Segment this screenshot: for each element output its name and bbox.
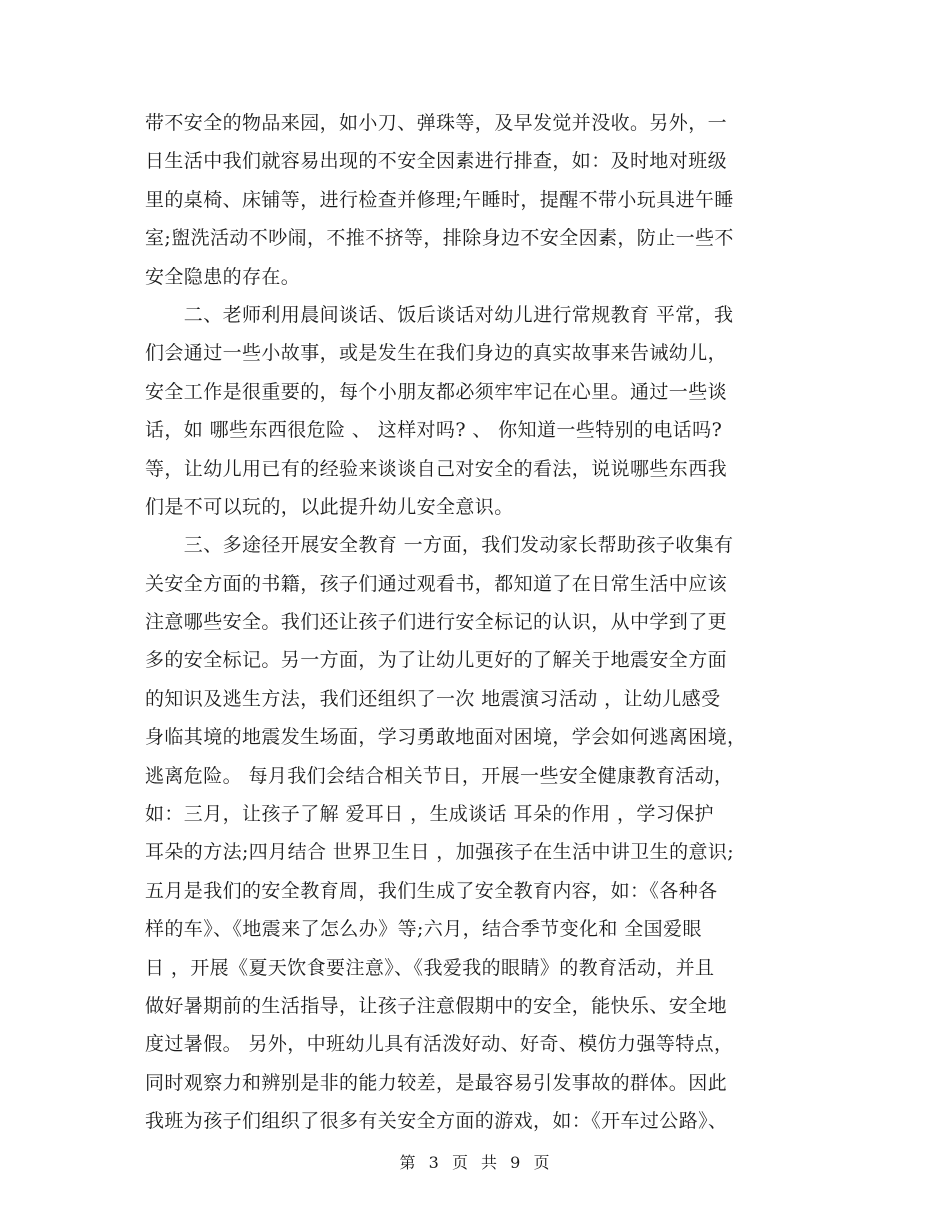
text-line: 们是不可以玩的，以此提升幼儿安全意识。	[145, 495, 514, 518]
text-line: 关安全方面的书籍，孩子们通过观看书，都知道了在日常生活中应该	[145, 572, 728, 595]
text-line: 样的车》、《地震来了怎么办》等;六月，结合季节变化和 全国爱眼	[145, 918, 702, 941]
page-prefix: 第	[399, 1153, 417, 1172]
text-line: 三、多途径开展安全教育 一方面，我们发动家长帮助孩子收集有	[145, 534, 734, 557]
text-line: 带不安全的物品来园，如小刀、弹珠等，及早发觉并没收。另外，一	[145, 112, 728, 134]
text-line: 安全工作是很重要的，每个小朋友都必须牢牢记在心里。通过一些谈	[145, 380, 728, 403]
text-line: 日生活中我们就容易出现的不安全因素进行排查，如：及时地对班级	[145, 150, 728, 173]
document-body	[145, 104, 815, 1141]
text-line: 度过暑假。 另外，中班幼儿具有活泼好动、好奇、模仿力强等特点，	[145, 1033, 734, 1056]
text-line: 二、老师利用晨间谈话、饭后谈话对幼儿进行常规教育 平常，我	[145, 303, 734, 326]
text-line: 五月是我们的安全教育周，我们生成了安全教育内容，如：《各种各	[145, 879, 718, 902]
page-number: 3	[428, 1153, 440, 1172]
text-line: 逃离危险。 每月我们会结合相关节日，开展一些安全健康教育活动，	[145, 764, 734, 787]
text-line: 同时观察力和辨别是非的能力较差，是最容易引发事故的群体。因此	[145, 1071, 728, 1094]
total-pages: 9	[510, 1153, 522, 1172]
text-line: 多的安全标记。另一方面，为了让幼儿更好的了解关于地震安全方面	[145, 649, 728, 672]
total-prefix: 共	[481, 1153, 499, 1172]
text-line: 如：三月，让孩子了解 爱耳日 ，生成谈话 耳朵的作用 ，学习保护	[145, 803, 714, 826]
text-line: 做好暑期前的生活指导，让孩子注意假期中的安全，能快乐、安全地	[145, 994, 728, 1017]
total-unit: 页	[533, 1153, 551, 1172]
page-footer	[0, 1150, 950, 1173]
text-line: 等，让幼儿用已有的经验来谈谈自己对安全的看法，说说哪些东西我	[145, 457, 728, 480]
text-line: 安全隐患的存在。	[145, 265, 301, 288]
text-line: 们会通过一些小故事，或是发生在我们身边的真实故事来告诫幼儿，	[145, 342, 728, 365]
text-line: 话，如 哪些东西很危险 、 这样对吗? 、 你知道一些特别的电话吗?	[145, 419, 723, 442]
text-line: 身临其境的地震发生场面，学习勇敢地面对困境，学会如何逃离困境，	[145, 726, 747, 749]
text-line: 注意哪些安全。我们还让孩子们进行安全标记的认识，从中学到了更	[145, 611, 728, 634]
text-line: 耳朵的方法;四月结合 世界卫生日 ，加强孩子在生活中讲卫生的意识;	[145, 841, 735, 864]
text-line: 日 ，开展《夏天饮食要注意》、《我爱我的眼睛》的教育活动，并且	[145, 956, 715, 979]
text-line: 室;盥洗活动不吵闹，不推不挤等，排除身边不安全因素，防止一些不	[145, 227, 734, 250]
text-line: 我班为孩子们组织了很多有关安全方面的游戏，如：《开车过公路》、	[145, 1110, 728, 1133]
page-unit: 页	[451, 1153, 469, 1172]
text-line: 里的桌椅、床铺等，进行检查并修理;午睡时，提醒不带小玩具进午睡	[145, 188, 734, 211]
text-line: 的知识及逃生方法，我们还组织了一次 地震演习活动 ，让幼儿感受	[145, 687, 721, 710]
